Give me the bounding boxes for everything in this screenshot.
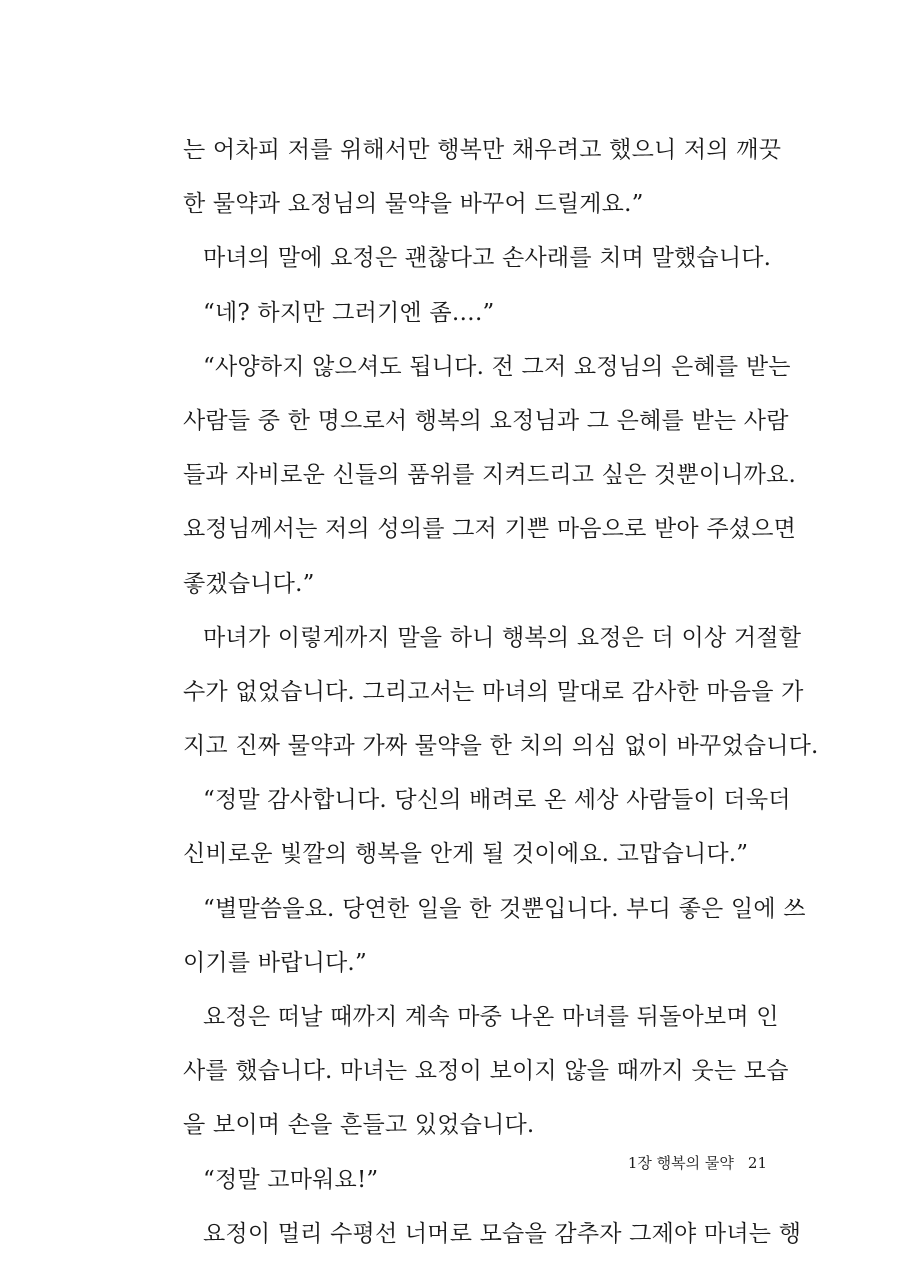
page-number: 21 [747,1154,767,1172]
text-line: 마녀가 이렇게까지 말을 하니 행복의 요정은 더 이상 거절할 [203,624,802,651]
body-text [183,123,819,1261]
text-line: 이기를 바랍니다.” [183,949,367,976]
text-line: 한 물약과 요정님의 물약을 바꾸어 드릴게요.” [183,191,644,218]
text-line: 좋겠습니다.” [183,570,315,597]
text-line: 신비로운 빛깔의 행복을 안게 될 것이에요. 고맙습니다.” [183,841,749,868]
text-line: 마녀의 말에 요정은 괜찮다고 손사래를 치며 말했습니다. [203,245,772,272]
text-line: 지고 진짜 물약과 가짜 물약을 한 치의 의심 없이 바꾸었습니다. [183,733,819,760]
text-line: 요정은 떠날 때까지 계속 마중 나온 마녀를 뒤돌아보며 인 [203,1004,779,1030]
text-line: 사람들 중 한 명으로서 행복의 요정님과 그 은혜를 받는 사람 [183,407,789,434]
page-footer [628,1152,767,1173]
text-line: 을 보이며 손을 흔들고 있었습니다. [183,1112,535,1139]
text-line: 수가 없었습니다. 그리고서는 마녀의 말대로 감사한 마음을 가 [183,678,804,705]
text-line: “정말 감사합니다. 당신의 배려로 온 세상 사람들이 더욱더 [203,787,791,814]
text-line: “사양하지 않으셔도 됩니다. 전 그저 요정님의 은혜를 받는 [203,353,791,380]
text-line: 는 어차피 저를 위해서만 행복만 채우려고 했으니 저의 깨끗 [183,137,782,163]
text-line: “네? 하지만 그러기엔 좀….” [203,299,495,326]
text-line: “별말씀을요. 당연한 일을 한 것뿐입니다. 부디 좋은 일에 쓰 [203,895,806,922]
text-line: 요정이 멀리 수평선 너머로 모습을 감추자 그제야 마녀는 행 [203,1220,802,1247]
chapter-title: 1장 행복의 물약 [627,1154,734,1172]
text-line: 사를 했습니다. 마녀는 요정이 보이지 않을 때까지 웃는 모습 [183,1058,789,1085]
text-line: “정말 고마워요!” [203,1166,379,1193]
text-line: 들과 자비로운 신들의 품위를 지켜드리고 싶은 것뿐이니까요. [183,462,797,489]
text-line: 요정님께서는 저의 성의를 그저 기쁜 마음으로 받아 주셨으면 [183,516,797,543]
